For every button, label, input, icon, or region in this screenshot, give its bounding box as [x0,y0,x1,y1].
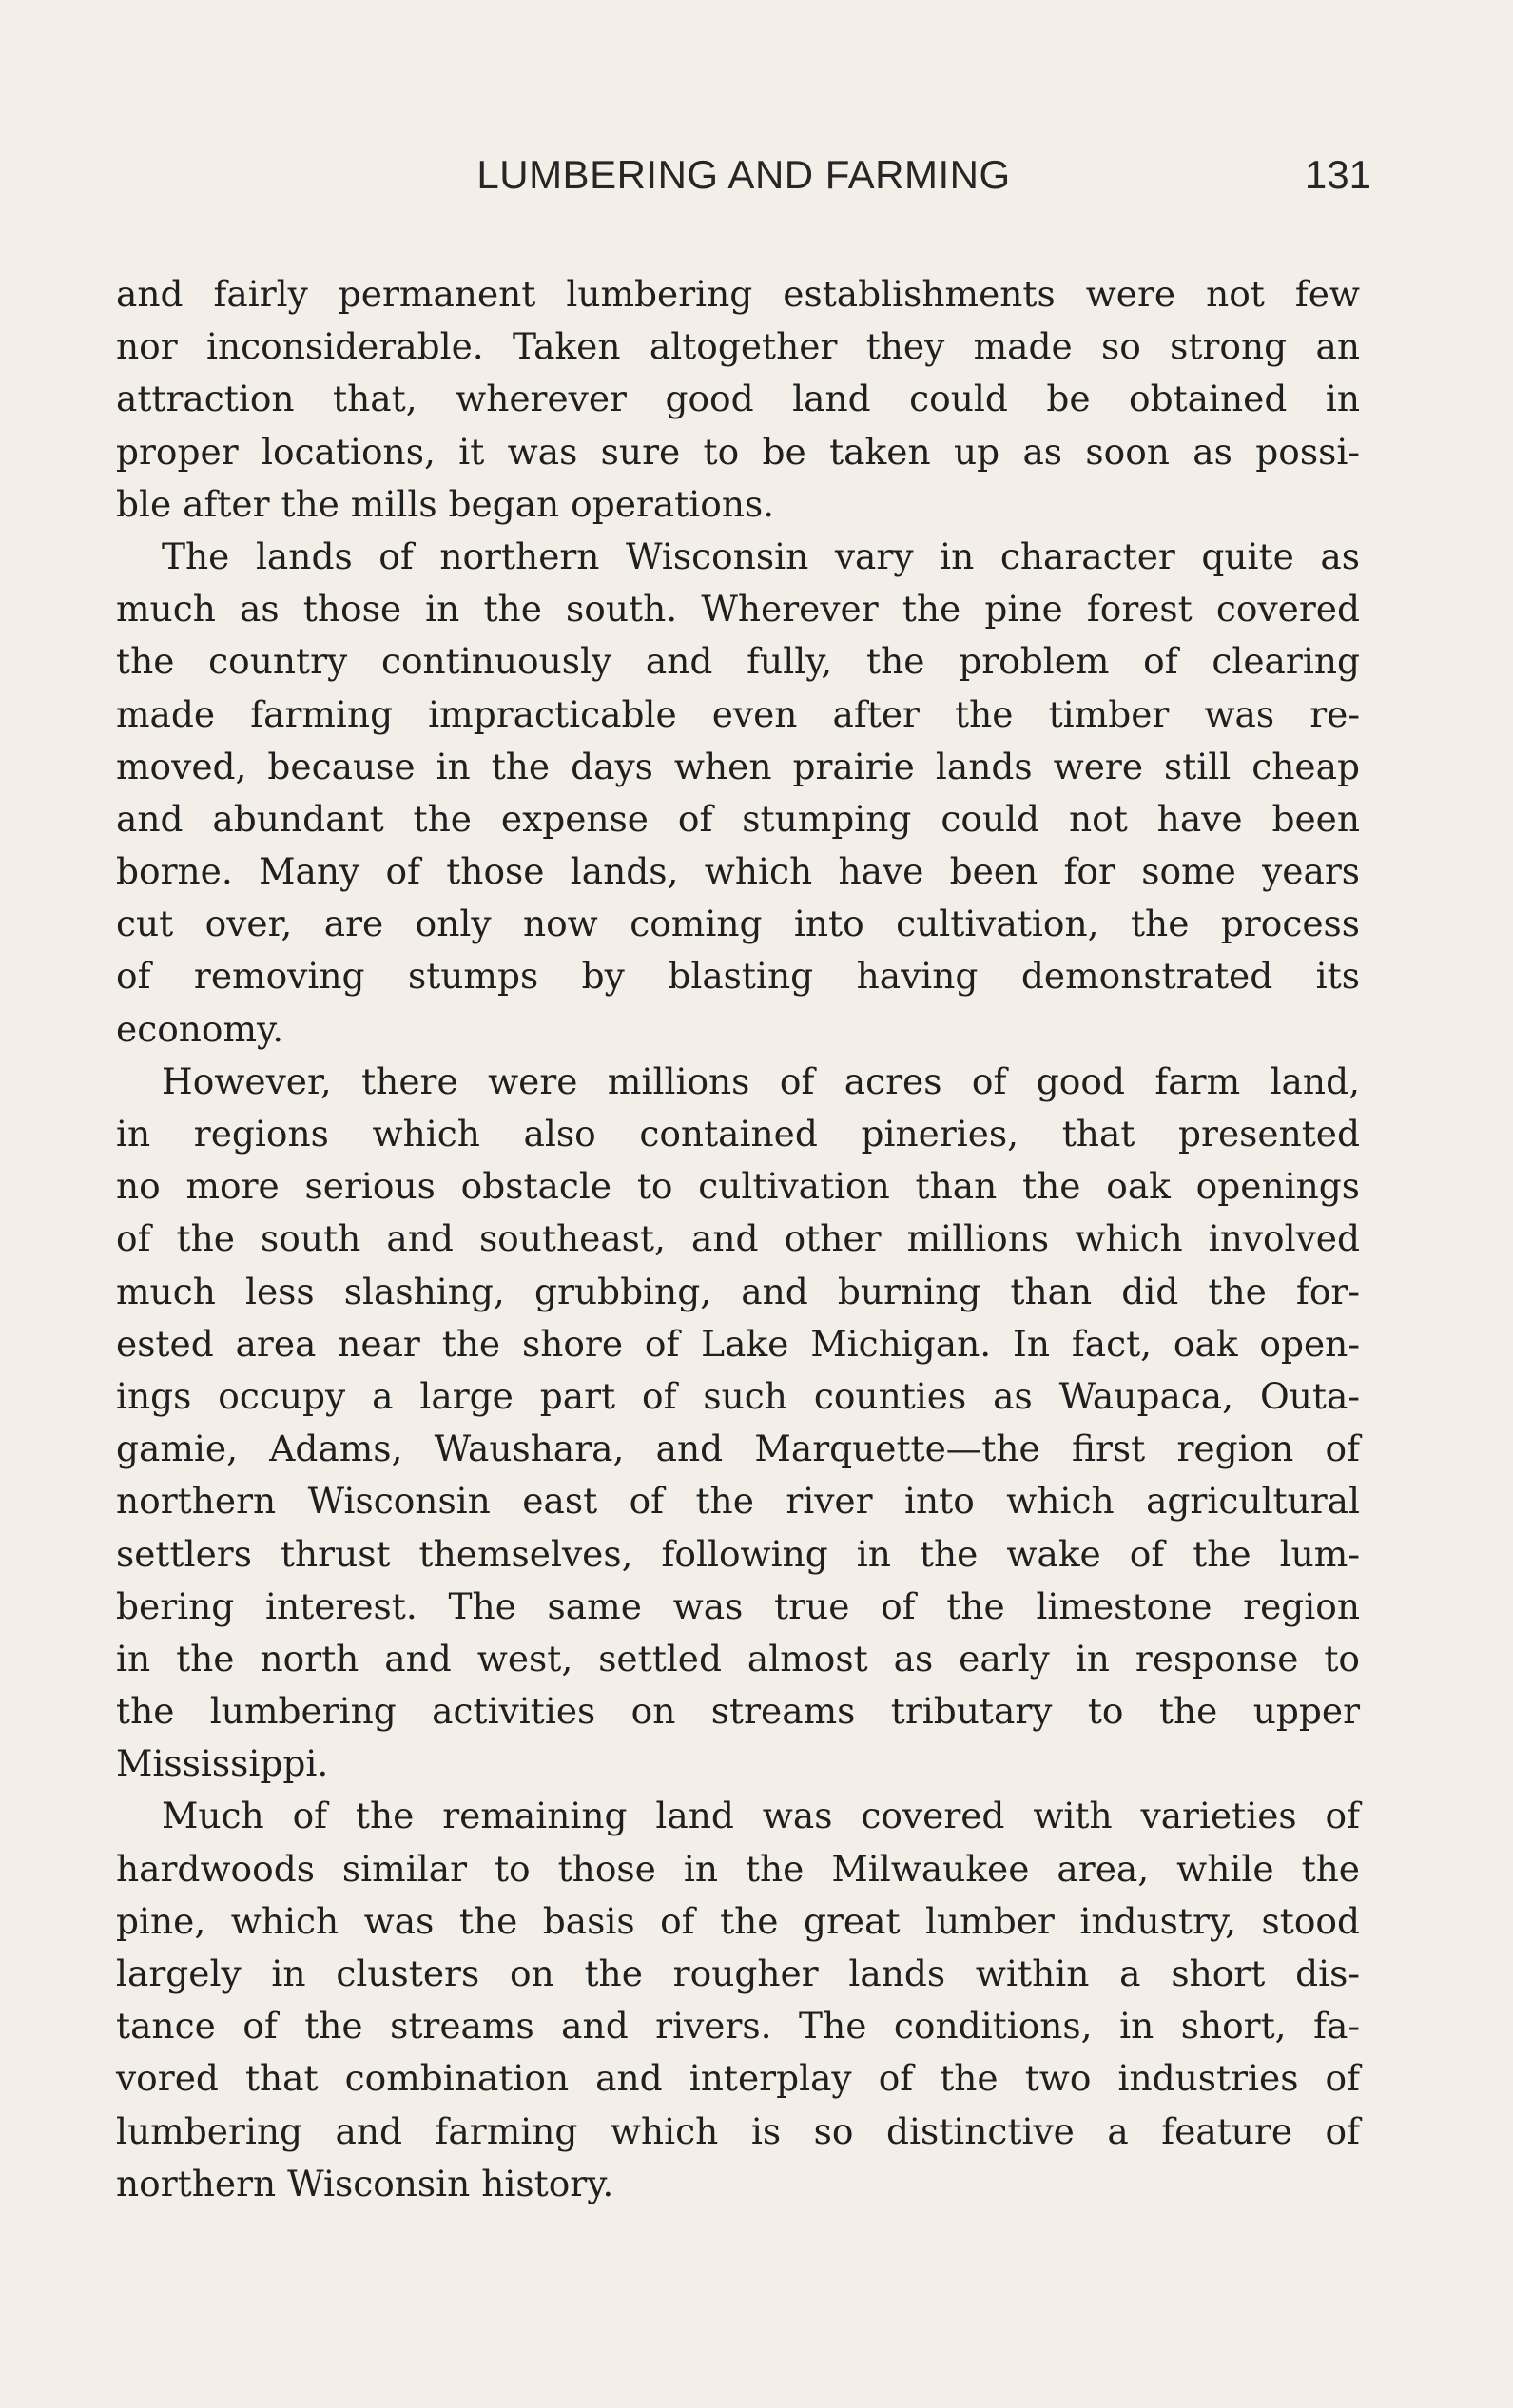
text-line: proper locations, it was sure to be taken up as soon as possi- [116,430,1360,473]
text-line: However, there were millions of acres of good farm land, [162,1059,1360,1102]
text-line: ble after the mills began operations. [116,482,775,525]
text-line: bering interest. The same was true of the limestone region [116,1584,1360,1627]
paragraph [116,531,1360,1056]
text-line: and fairly permanent lumbering establishments were not few [116,273,1360,315]
text-line: moved, because in the days when prairie lands were still cheap [116,745,1360,787]
text-line: northern Wisconsin east of the river into which agricultural [116,1480,1360,1523]
text-line: gamie, Adams, Waushara, and Marquette—the first region of [116,1427,1360,1470]
paragraph [116,1056,1360,1791]
text-line: no more serious obstacle to cultivation than the oak openings [116,1165,1360,1208]
text-line: the lumbering activities on streams tributary to the upper [116,1690,1360,1733]
text-line: tance of the streams and rivers. The conditions, in short, fa- [116,2005,1360,2048]
text-line: lumbering and farming which is so distinctive a feature of [116,2109,1360,2152]
page-number: 131 [1304,152,1371,197]
text-line: in the north and west, settled almost as early in response to [116,1637,1360,1680]
text-line: ested area near the shore of Lake Michigan. In fact, oak open- [116,1322,1360,1365]
text-line: attraction that, wherever good land could be obtained in [116,378,1360,420]
text-line: hardwoods similar to those in the Milwaukee area, while the [116,1847,1360,1890]
text-line: The lands of northern Wisconsin vary in character quite as [162,534,1360,577]
text-line: northern Wisconsin history. [116,2162,614,2204]
body-text [116,268,1360,2210]
text-line: of removing stumps by blasting having demonstrated its [116,955,1360,998]
text-line: in regions which also contained pineries, that presented [116,1113,1360,1155]
text-line: vored that combination and interplay of the two industries of [116,2057,1360,2100]
text-line: Much of the remaining land was covered with varieties of [162,1795,1360,1837]
text-line: cut over, are only now coming into cultivation, the process [116,903,1360,945]
text-line: settlers thrust themselves, following in the wake of the lum- [116,1532,1360,1575]
paragraph [116,1790,1360,2210]
text-line: of the south and southeast, and other millions which involved [116,1217,1360,1260]
text-line: much less slashing, grubbing, and burning than did the for- [116,1270,1360,1312]
paragraph [116,268,1360,531]
text-line: and abundant the expense of stumping could not have been [116,797,1360,840]
text-line: largely in clusters on the rougher lands within a short dis- [116,1952,1360,1994]
text-line: nor inconsiderable. Taken altogether they made so strong an [116,325,1360,368]
text-line: much as those in the south. Wherever the pine forest covered [116,588,1360,631]
text-line: borne. Many of those lands, which have been for some years [116,850,1360,893]
running-head [116,152,1371,209]
text-line: Mississippi. [116,1742,329,1785]
text-line: made farming impracticable even after the timber was re- [116,692,1360,735]
text-line: the country continuously and fully, the problem of clearing [116,640,1360,683]
text-line: ings occupy a large part of such counties as Waupaca, Outa- [116,1374,1360,1417]
running-title: LUMBERING AND FARMING [476,152,1011,197]
text-line: pine, which was the basis of the great lumber industry, stood [116,1899,1360,1942]
text-line: economy. [116,1007,284,1050]
